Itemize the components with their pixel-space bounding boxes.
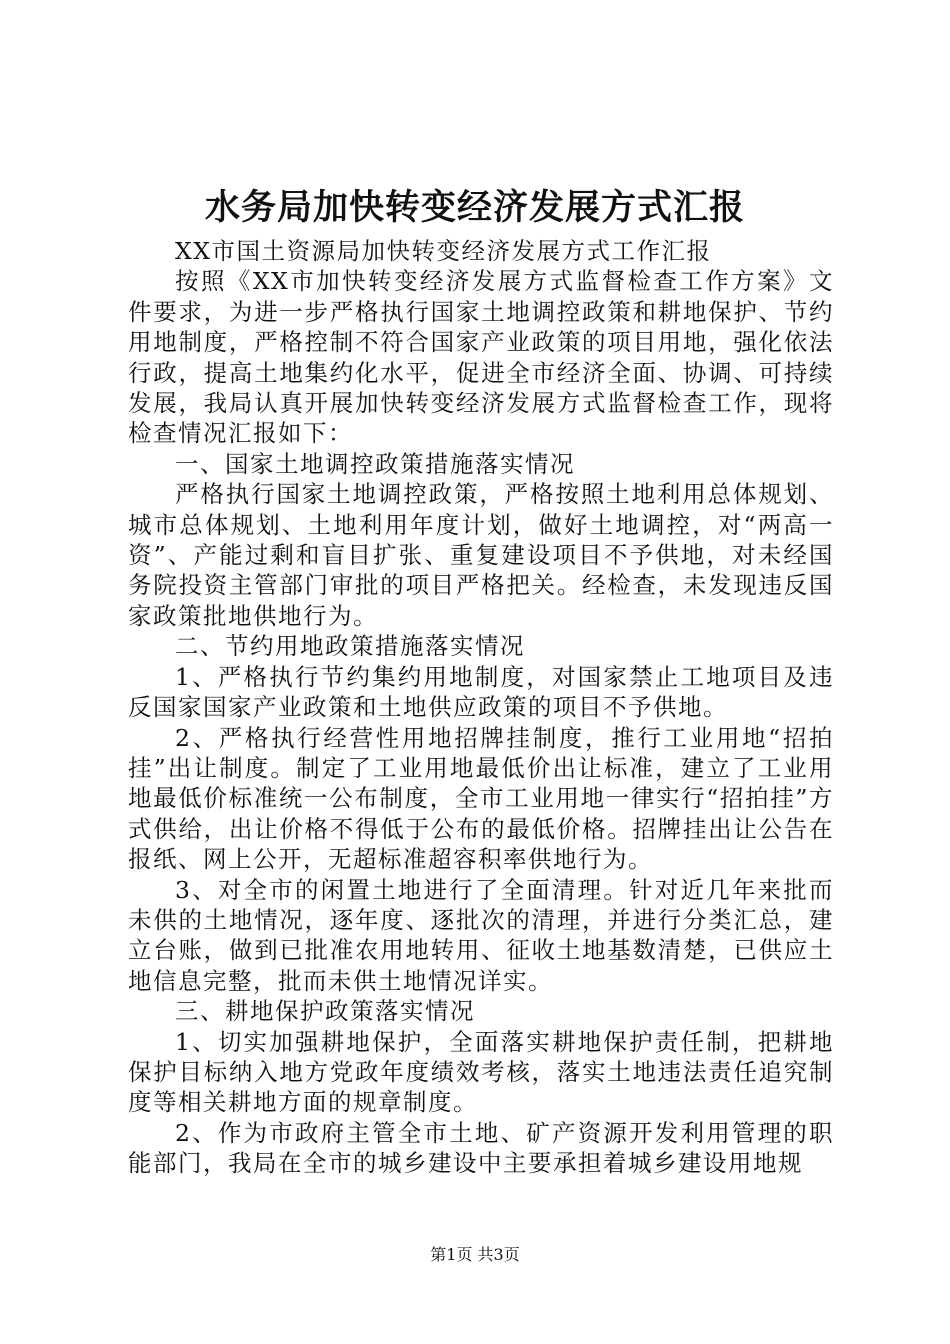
paragraph: 2、严格执行经营性用地招牌挂制度，推行工业用地“招拍挂”出让制度。制定了工业用地最低价出让标准，建立了工业用地最低价标准统一公布制度，全市工业用地一律实行“招拍挂”方式供给，出让价格不得低于公布的最低价格。招牌挂出让公告在报纸、网上公开，无超标准超容积率供地行为。 xyxy=(128,723,834,874)
page-number-footer: 第1页 共3页 xyxy=(430,1245,520,1264)
document-body xyxy=(128,236,834,1179)
section-heading-3: 三、耕地保护政策落实情况 xyxy=(175,997,475,1026)
section-heading-1: 一、国家土地调控政策措施落实情况 xyxy=(175,449,575,478)
document-title: 水务局加快转变经济发展方式汇报 xyxy=(204,187,745,228)
section-heading-2: 二、节约用地政策措施落实情况 xyxy=(175,632,525,661)
paragraph-subtitle: XX市国土资源局加快转变经济发展方式工作汇报 xyxy=(175,237,712,265)
paragraph: 1、严格执行节约集约用地制度，对国家禁止工地项目及违反国家国家产业政策和土地供应政策的项目不予供地。 xyxy=(128,662,834,722)
paragraph-intro: 按照《XX市加快转变经济发展方式监督检查工作方案》文件要求，为进一步严格执行国家土地调控政策和耕地保护、节约用地制度，严格控制不符合国家产业政策的项目用地，强化依法行政，提高土地集约化水平，促进全市经济全面、协调、可持续发展，我局认真开展加快转变经济发展方式监督检查工作，现将检查情况汇报如下： xyxy=(128,267,834,448)
paragraph: 严格执行国家土地调控政策，严格按照土地利用总体规划、城市总体规划、土地利用年度计划，做好土地调控，对“两高一资”、产能过剩和盲目扩张、重复建设项目不予供地，对未经国务院投资主管部门审批的项目严格把关。经检查，未发现违反国家政策批地供地行为。 xyxy=(128,480,834,630)
paragraph: 3、对全市的闲置土地进行了全面清理。针对近几年来批而未供的土地情况，逐年度、逐批次的清理，并进行分类汇总，建立台账，做到已批准农用地转用、征收土地基数清楚，已供应土地信息完整，批而未供土地情况详实。 xyxy=(128,875,834,995)
paragraph: 2、作为市政府主管全市土地、矿产资源开发利用管理的职能部门，我局在全市的城乡建设中主要承担着城乡建设用地规 xyxy=(128,1118,834,1178)
paragraph: 1、切实加强耕地保护，全面落实耕地保护责任制，把耕地保护目标纳入地方党政年度绩效考核，落实土地违法责任追究制度等相关耕地方面的规章制度。 xyxy=(128,1027,834,1117)
